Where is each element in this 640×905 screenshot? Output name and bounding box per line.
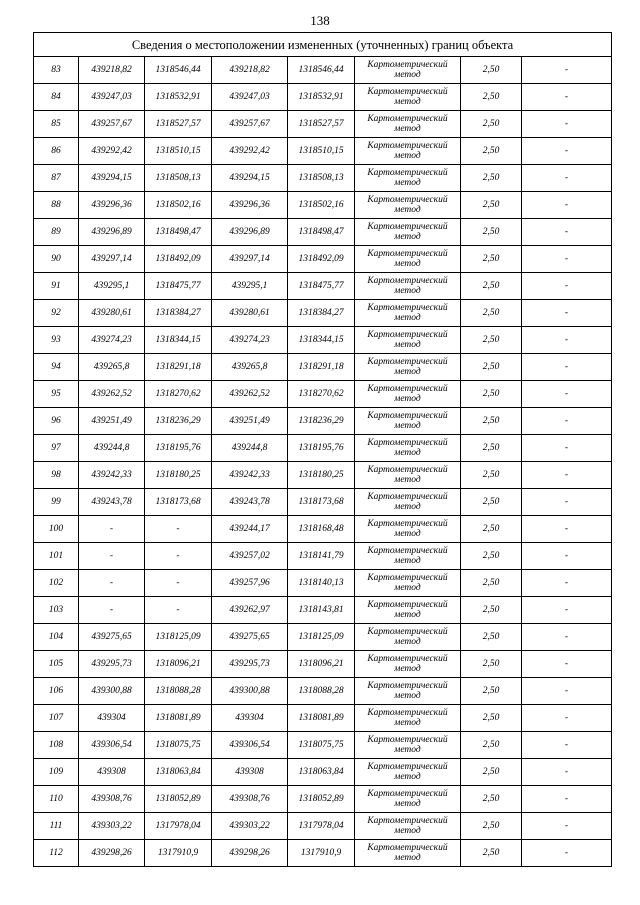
y-old-cell: 1318096,21 [145, 651, 212, 678]
x-new-cell: 439296,36 [212, 192, 288, 219]
y-old-cell: 1318173,68 [145, 489, 212, 516]
accuracy-cell: 2,50 [461, 84, 522, 111]
x-old-cell: 439294,15 [79, 165, 145, 192]
note-cell: - [522, 678, 612, 705]
note-cell: - [522, 165, 612, 192]
x-old-cell: 439262,52 [79, 381, 145, 408]
x-old-cell: 439275,65 [79, 624, 145, 651]
y-new-cell: 1318180,25 [288, 462, 355, 489]
note-cell: - [522, 408, 612, 435]
x-new-cell: 439262,52 [212, 381, 288, 408]
point-number-cell: 112 [34, 840, 79, 867]
y-old-cell: 1318384,27 [145, 300, 212, 327]
x-old-cell: 439218,82 [79, 57, 145, 84]
method-cell: Картометрический метод [355, 840, 461, 867]
point-number-cell: 110 [34, 786, 79, 813]
x-old-cell: 439243,78 [79, 489, 145, 516]
accuracy-cell: 2,50 [461, 489, 522, 516]
point-number-cell: 92 [34, 300, 79, 327]
y-old-cell: 1318291,18 [145, 354, 212, 381]
boundary-coordinates-table [33, 32, 612, 867]
y-old-cell: 1318508,13 [145, 165, 212, 192]
y-old-cell: - [145, 543, 212, 570]
x-old-cell: 439265,8 [79, 354, 145, 381]
point-number-cell: 89 [34, 219, 79, 246]
point-number-cell: 100 [34, 516, 79, 543]
x-new-cell: 439280,61 [212, 300, 288, 327]
y-old-cell: 1318344,15 [145, 327, 212, 354]
x-old-cell: - [79, 543, 145, 570]
accuracy-cell: 2,50 [461, 219, 522, 246]
method-cell: Картометрический метод [355, 786, 461, 813]
x-new-cell: 439257,02 [212, 543, 288, 570]
table-row [34, 651, 612, 678]
point-number-cell: 99 [34, 489, 79, 516]
accuracy-cell: 2,50 [461, 543, 522, 570]
method-cell: Картометрический метод [355, 489, 461, 516]
table-row [34, 759, 612, 786]
y-old-cell: 1318510,15 [145, 138, 212, 165]
note-cell: - [522, 489, 612, 516]
method-cell: Картометрический метод [355, 516, 461, 543]
x-new-cell: 439244,8 [212, 435, 288, 462]
y-old-cell: - [145, 570, 212, 597]
x-new-cell: 439265,8 [212, 354, 288, 381]
table-row [34, 570, 612, 597]
note-cell: - [522, 705, 612, 732]
table-row [34, 813, 612, 840]
y-new-cell: 1318125,09 [288, 624, 355, 651]
x-new-cell: 439243,78 [212, 489, 288, 516]
y-new-cell: 1318508,13 [288, 165, 355, 192]
y-old-cell: 1318052,89 [145, 786, 212, 813]
table-row [34, 84, 612, 111]
x-new-cell: 439295,73 [212, 651, 288, 678]
y-new-cell: 1318140,13 [288, 570, 355, 597]
note-cell: - [522, 786, 612, 813]
accuracy-cell: 2,50 [461, 705, 522, 732]
note-cell: - [522, 138, 612, 165]
method-cell: Картометрический метод [355, 57, 461, 84]
point-number-cell: 106 [34, 678, 79, 705]
table-row [34, 435, 612, 462]
x-new-cell: 439247,03 [212, 84, 288, 111]
point-number-cell: 86 [34, 138, 79, 165]
y-new-cell: 1318532,91 [288, 84, 355, 111]
point-number-cell: 102 [34, 570, 79, 597]
point-number-cell: 84 [34, 84, 79, 111]
point-number-cell: 90 [34, 246, 79, 273]
y-old-cell: 1317978,04 [145, 813, 212, 840]
accuracy-cell: 2,50 [461, 435, 522, 462]
accuracy-cell: 2,50 [461, 678, 522, 705]
x-old-cell: 439292,42 [79, 138, 145, 165]
y-old-cell: 1318180,25 [145, 462, 212, 489]
note-cell: - [522, 57, 612, 84]
x-new-cell: 439292,42 [212, 138, 288, 165]
x-old-cell: 439308,76 [79, 786, 145, 813]
method-cell: Картометрический метод [355, 597, 461, 624]
y-new-cell: 1317910,9 [288, 840, 355, 867]
note-cell: - [522, 597, 612, 624]
x-old-cell: 439274,23 [79, 327, 145, 354]
accuracy-cell: 2,50 [461, 381, 522, 408]
note-cell: - [522, 759, 612, 786]
accuracy-cell: 2,50 [461, 165, 522, 192]
y-old-cell: 1318270,62 [145, 381, 212, 408]
x-old-cell: 439298,26 [79, 840, 145, 867]
accuracy-cell: 2,50 [461, 138, 522, 165]
page-number: 138 [310, 13, 330, 28]
x-old-cell: 439296,36 [79, 192, 145, 219]
point-number-cell: 109 [34, 759, 79, 786]
accuracy-cell: 2,50 [461, 732, 522, 759]
table-row [34, 786, 612, 813]
table-row [34, 516, 612, 543]
method-cell: Картометрический метод [355, 165, 461, 192]
x-old-cell: - [79, 570, 145, 597]
table-row [34, 138, 612, 165]
method-cell: Картометрический метод [355, 624, 461, 651]
y-old-cell: 1318125,09 [145, 624, 212, 651]
x-new-cell: 439306,54 [212, 732, 288, 759]
table-row [34, 327, 612, 354]
table-row [34, 219, 612, 246]
y-old-cell: - [145, 597, 212, 624]
x-old-cell: 439296,89 [79, 219, 145, 246]
note-cell: - [522, 327, 612, 354]
note-cell: - [522, 192, 612, 219]
y-new-cell: 1318546,44 [288, 57, 355, 84]
table-row [34, 57, 612, 84]
method-cell: Картометрический метод [355, 300, 461, 327]
accuracy-cell: 2,50 [461, 813, 522, 840]
y-new-cell: 1318195,76 [288, 435, 355, 462]
y-old-cell: 1318195,76 [145, 435, 212, 462]
x-old-cell: 439295,1 [79, 273, 145, 300]
method-cell: Картометрический метод [355, 246, 461, 273]
x-new-cell: 439218,82 [212, 57, 288, 84]
note-cell: - [522, 381, 612, 408]
point-number-cell: 94 [34, 354, 79, 381]
table-row [34, 732, 612, 759]
x-old-cell: 439297,14 [79, 246, 145, 273]
y-old-cell: 1318063,84 [145, 759, 212, 786]
y-new-cell: 1318173,68 [288, 489, 355, 516]
accuracy-cell: 2,50 [461, 651, 522, 678]
y-new-cell: 1318510,15 [288, 138, 355, 165]
accuracy-cell: 2,50 [461, 570, 522, 597]
accuracy-cell: 2,50 [461, 462, 522, 489]
x-old-cell: 439251,49 [79, 408, 145, 435]
point-number-cell: 101 [34, 543, 79, 570]
y-old-cell: 1318088,28 [145, 678, 212, 705]
point-number-cell: 104 [34, 624, 79, 651]
x-new-cell: 439257,96 [212, 570, 288, 597]
table-row [34, 300, 612, 327]
method-cell: Картометрический метод [355, 462, 461, 489]
y-new-cell: 1318141,79 [288, 543, 355, 570]
x-new-cell: 439274,23 [212, 327, 288, 354]
table-row [34, 246, 612, 273]
method-cell: Картометрический метод [355, 570, 461, 597]
table-row [34, 624, 612, 651]
accuracy-cell: 2,50 [461, 597, 522, 624]
point-number-cell: 88 [34, 192, 79, 219]
table-row [34, 840, 612, 867]
y-new-cell: 1318475,77 [288, 273, 355, 300]
y-old-cell: 1318546,44 [145, 57, 212, 84]
table-title: Сведения о местоположении измененных (уточненных) границ объекта [34, 33, 612, 57]
table-title-row [34, 33, 612, 57]
note-cell: - [522, 462, 612, 489]
table-row [34, 489, 612, 516]
point-number-cell: 93 [34, 327, 79, 354]
table-row [34, 165, 612, 192]
y-new-cell: 1318088,28 [288, 678, 355, 705]
point-number-cell: 91 [34, 273, 79, 300]
note-cell: - [522, 273, 612, 300]
point-number-cell: 97 [34, 435, 79, 462]
x-old-cell: 439242,33 [79, 462, 145, 489]
x-old-cell: 439280,61 [79, 300, 145, 327]
y-old-cell: 1317910,9 [145, 840, 212, 867]
method-cell: Картометрический метод [355, 84, 461, 111]
y-old-cell: 1318236,29 [145, 408, 212, 435]
x-new-cell: 439262,97 [212, 597, 288, 624]
note-cell: - [522, 300, 612, 327]
x-new-cell: 439303,22 [212, 813, 288, 840]
point-number-cell: 107 [34, 705, 79, 732]
y-new-cell: 1318063,84 [288, 759, 355, 786]
y-new-cell: 1318052,89 [288, 786, 355, 813]
note-cell: - [522, 516, 612, 543]
method-cell: Картометрический метод [355, 219, 461, 246]
x-old-cell: 439257,67 [79, 111, 145, 138]
point-number-cell: 105 [34, 651, 79, 678]
method-cell: Картометрический метод [355, 435, 461, 462]
y-old-cell: 1318081,89 [145, 705, 212, 732]
accuracy-cell: 2,50 [461, 354, 522, 381]
x-new-cell: 439295,1 [212, 273, 288, 300]
x-new-cell: 439244,17 [212, 516, 288, 543]
point-number-cell: 95 [34, 381, 79, 408]
method-cell: Картометрический метод [355, 273, 461, 300]
x-new-cell: 439297,14 [212, 246, 288, 273]
table-row [34, 381, 612, 408]
table-row [34, 543, 612, 570]
y-new-cell: 1318236,29 [288, 408, 355, 435]
x-old-cell: 439303,22 [79, 813, 145, 840]
method-cell: Картометрический метод [355, 408, 461, 435]
point-number-cell: 85 [34, 111, 79, 138]
method-cell: Картометрический метод [355, 138, 461, 165]
point-number-cell: 96 [34, 408, 79, 435]
y-old-cell: 1318492,09 [145, 246, 212, 273]
method-cell: Картометрический метод [355, 651, 461, 678]
note-cell: - [522, 624, 612, 651]
y-new-cell: 1318291,18 [288, 354, 355, 381]
method-cell: Картометрический метод [355, 732, 461, 759]
table-row [34, 408, 612, 435]
table-row [34, 192, 612, 219]
note-cell: - [522, 570, 612, 597]
table-row [34, 678, 612, 705]
y-new-cell: 1318075,75 [288, 732, 355, 759]
note-cell: - [522, 435, 612, 462]
point-number-cell: 83 [34, 57, 79, 84]
y-new-cell: 1318502,16 [288, 192, 355, 219]
x-old-cell: 439304 [79, 705, 145, 732]
table-row [34, 597, 612, 624]
point-number-cell: 111 [34, 813, 79, 840]
accuracy-cell: 2,50 [461, 273, 522, 300]
x-new-cell: 439308 [212, 759, 288, 786]
y-old-cell: 1318502,16 [145, 192, 212, 219]
table-row [34, 705, 612, 732]
y-new-cell: 1318492,09 [288, 246, 355, 273]
table-row [34, 111, 612, 138]
accuracy-cell: 2,50 [461, 246, 522, 273]
table-row [34, 462, 612, 489]
point-number-cell: 103 [34, 597, 79, 624]
y-new-cell: 1318096,21 [288, 651, 355, 678]
note-cell: - [522, 840, 612, 867]
table-row [34, 273, 612, 300]
x-new-cell: 439294,15 [212, 165, 288, 192]
accuracy-cell: 2,50 [461, 786, 522, 813]
y-new-cell: 1317978,04 [288, 813, 355, 840]
x-new-cell: 439300,88 [212, 678, 288, 705]
x-new-cell: 439296,89 [212, 219, 288, 246]
method-cell: Картометрический метод [355, 192, 461, 219]
note-cell: - [522, 543, 612, 570]
method-cell: Картометрический метод [355, 354, 461, 381]
x-new-cell: 439298,26 [212, 840, 288, 867]
accuracy-cell: 2,50 [461, 840, 522, 867]
note-cell: - [522, 651, 612, 678]
y-old-cell: 1318527,57 [145, 111, 212, 138]
accuracy-cell: 2,50 [461, 300, 522, 327]
accuracy-cell: 2,50 [461, 624, 522, 651]
x-old-cell: 439308 [79, 759, 145, 786]
y-new-cell: 1318270,62 [288, 381, 355, 408]
accuracy-cell: 2,50 [461, 327, 522, 354]
x-new-cell: 439242,33 [212, 462, 288, 489]
y-new-cell: 1318143,81 [288, 597, 355, 624]
note-cell: - [522, 732, 612, 759]
y-new-cell: 1318384,27 [288, 300, 355, 327]
accuracy-cell: 2,50 [461, 759, 522, 786]
method-cell: Картометрический метод [355, 381, 461, 408]
x-old-cell: - [79, 516, 145, 543]
point-number-cell: 98 [34, 462, 79, 489]
x-old-cell: - [79, 597, 145, 624]
method-cell: Картометрический метод [355, 678, 461, 705]
x-new-cell: 439257,67 [212, 111, 288, 138]
x-new-cell: 439308,76 [212, 786, 288, 813]
method-cell: Картометрический метод [355, 705, 461, 732]
y-new-cell: 1318344,15 [288, 327, 355, 354]
y-new-cell: 1318498,47 [288, 219, 355, 246]
y-new-cell: 1318081,89 [288, 705, 355, 732]
x-old-cell: 439244,8 [79, 435, 145, 462]
x-new-cell: 439304 [212, 705, 288, 732]
method-cell: Картометрический метод [355, 543, 461, 570]
note-cell: - [522, 813, 612, 840]
accuracy-cell: 2,50 [461, 408, 522, 435]
note-cell: - [522, 246, 612, 273]
method-cell: Картометрический метод [355, 759, 461, 786]
point-number-cell: 108 [34, 732, 79, 759]
y-new-cell: 1318168,48 [288, 516, 355, 543]
y-old-cell: 1318475,77 [145, 273, 212, 300]
note-cell: - [522, 84, 612, 111]
x-old-cell: 439306,54 [79, 732, 145, 759]
x-old-cell: 439247,03 [79, 84, 145, 111]
method-cell: Картометрический метод [355, 813, 461, 840]
x-old-cell: 439300,88 [79, 678, 145, 705]
accuracy-cell: 2,50 [461, 516, 522, 543]
table-row [34, 354, 612, 381]
accuracy-cell: 2,50 [461, 192, 522, 219]
method-cell: Картометрический метод [355, 327, 461, 354]
x-old-cell: 439295,73 [79, 651, 145, 678]
y-old-cell: 1318532,91 [145, 84, 212, 111]
x-new-cell: 439275,65 [212, 624, 288, 651]
y-old-cell: 1318075,75 [145, 732, 212, 759]
note-cell: - [522, 111, 612, 138]
accuracy-cell: 2,50 [461, 111, 522, 138]
y-old-cell: - [145, 516, 212, 543]
accuracy-cell: 2,50 [461, 57, 522, 84]
note-cell: - [522, 219, 612, 246]
y-old-cell: 1318498,47 [145, 219, 212, 246]
method-cell: Картометрический метод [355, 111, 461, 138]
point-number-cell: 87 [34, 165, 79, 192]
note-cell: - [522, 354, 612, 381]
y-new-cell: 1318527,57 [288, 111, 355, 138]
x-new-cell: 439251,49 [212, 408, 288, 435]
